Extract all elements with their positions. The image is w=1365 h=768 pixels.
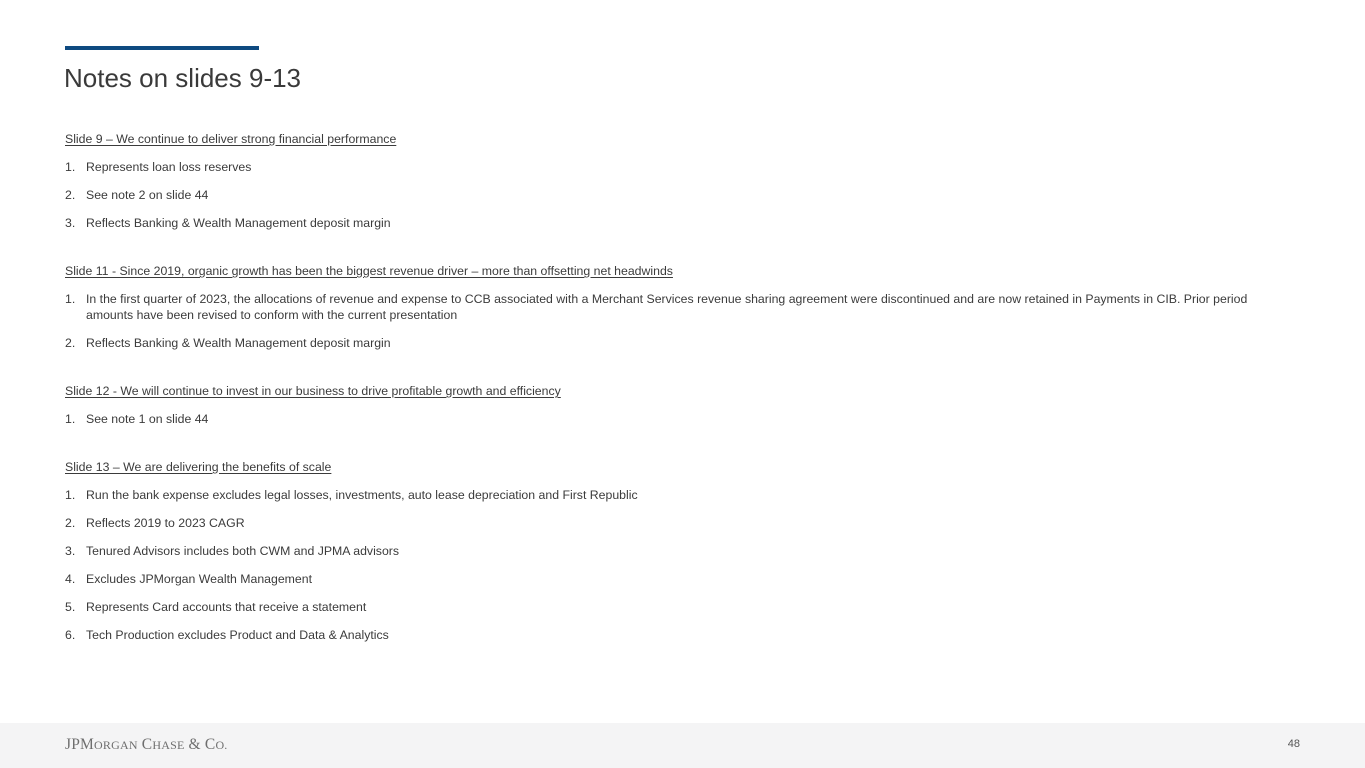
note-text: Reflects Banking & Wealth Management deposit margin <box>86 336 391 350</box>
page-number: 48 <box>1287 738 1300 750</box>
note-item <box>65 599 1285 615</box>
note-number: 2. <box>65 336 76 350</box>
title-accent-rule <box>65 46 259 50</box>
note-list <box>65 291 1285 351</box>
note-item <box>65 627 1285 643</box>
note-text: Tech Production excludes Product and Data & Analytics <box>86 628 389 642</box>
note-number: 1. <box>65 292 76 306</box>
section-heading: Slide 12 - We will continue to invest in our business to drive profitable growth and efficiency <box>65 384 561 398</box>
note-number: 4. <box>65 572 76 586</box>
note-item <box>65 411 1285 427</box>
section-heading: Slide 9 – We continue to deliver strong financial performance <box>65 132 397 146</box>
note-number: 1. <box>65 488 76 502</box>
note-item <box>65 291 1285 323</box>
note-text: Represents Card accounts that receive a statement <box>86 600 367 614</box>
note-number: 6. <box>65 628 76 642</box>
note-item <box>65 215 1285 231</box>
notes-section-slide-9 <box>65 131 1285 231</box>
section-heading: Slide 11 - Since 2019, organic growth has been the biggest revenue driver – more than offsetting net headwinds <box>65 264 673 278</box>
note-number: 3. <box>65 544 76 558</box>
note-list <box>65 159 1285 231</box>
note-item <box>65 515 1285 531</box>
note-item <box>65 487 1285 503</box>
note-number: 2. <box>65 188 76 202</box>
note-list <box>65 411 1285 427</box>
note-number: 3. <box>65 216 76 230</box>
note-text: Represents loan loss reserves <box>86 160 252 174</box>
note-item <box>65 571 1285 587</box>
note-text: See note 1 on slide 44 <box>86 412 209 426</box>
section-heading: Slide 13 – We are delivering the benefits of scale <box>65 460 332 474</box>
note-text: Run the bank expense excludes legal losses, investments, auto lease depreciation and First Republic <box>86 488 638 502</box>
note-number: 2. <box>65 516 76 530</box>
note-number: 5. <box>65 600 76 614</box>
notes-section-slide-12 <box>65 383 1285 427</box>
note-text: See note 2 on slide 44 <box>86 188 209 202</box>
note-text: Excludes JPMorgan Wealth Management <box>86 572 313 586</box>
note-number: 1. <box>65 160 76 174</box>
footer-bar <box>0 723 1365 768</box>
note-list <box>65 487 1285 643</box>
note-text: In the first quarter of 2023, the allocations of revenue and expense to CCB associated with a Merchant Services revenue sharing agreement were discontinued and are now retained in Payments in CIB. Prior period amounts have been revised to conform with the current presentation <box>86 292 1248 322</box>
note-item <box>65 335 1285 351</box>
note-text: Tenured Advisors includes both CWM and JPMA advisors <box>86 544 400 558</box>
note-number: 1. <box>65 412 76 426</box>
note-item <box>65 187 1285 203</box>
page-title: Notes on slides 9-13 <box>64 63 302 93</box>
note-item <box>65 159 1285 175</box>
notes-body <box>65 131 1285 675</box>
note-text: Reflects 2019 to 2023 CAGR <box>86 516 245 530</box>
notes-section-slide-11 <box>65 263 1285 351</box>
note-item <box>65 543 1285 559</box>
notes-section-slide-13 <box>65 459 1285 643</box>
note-text: Reflects Banking & Wealth Management deposit margin <box>86 216 391 230</box>
company-logo: JPMORGAN CHASE & CO. <box>65 736 228 753</box>
